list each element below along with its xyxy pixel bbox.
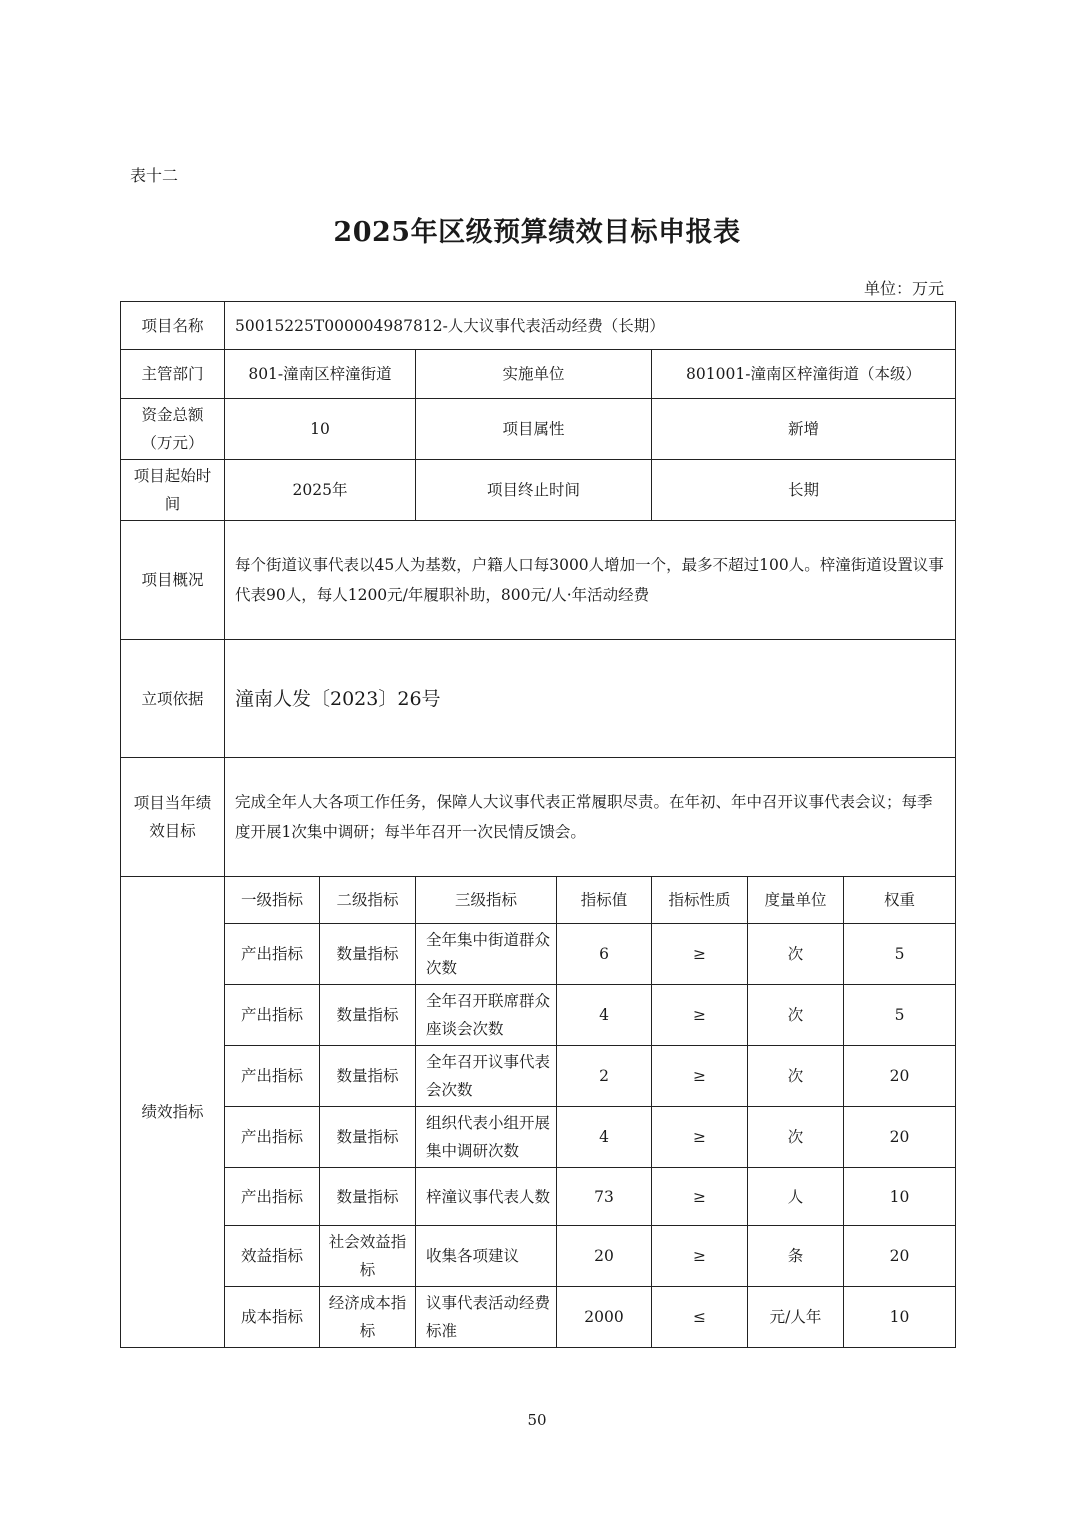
unit-label: 单位：万元 xyxy=(863,279,944,298)
end-value: 长期 xyxy=(652,460,956,521)
row-unit: 人 xyxy=(748,1168,844,1226)
basis-label: 立项依据 xyxy=(121,640,225,758)
row-level3: 议事代表活动经费标准 xyxy=(416,1287,557,1348)
row-unit: 次 xyxy=(748,1107,844,1168)
header-level2: 二级指标 xyxy=(320,877,416,924)
row-weight: 5 xyxy=(844,985,956,1046)
project-name-value: 50015225T000004987812-人大议事代表活动经费（长期） xyxy=(225,302,956,350)
row-level2: 社会效益指标 xyxy=(320,1226,416,1287)
start-value: 2025年 xyxy=(225,460,416,521)
indicator-row xyxy=(121,1287,956,1348)
row-value: 20 xyxy=(557,1226,652,1287)
row-value: 2 xyxy=(557,1046,652,1107)
impl-value: 801001-潼南区梓潼街道（本级） xyxy=(652,350,956,399)
row-value: 4 xyxy=(557,1107,652,1168)
row-level2: 经济成本指标 xyxy=(320,1287,416,1348)
basis-row xyxy=(121,640,956,758)
row-level2: 数量指标 xyxy=(320,985,416,1046)
row-nature: ≥ xyxy=(652,1168,748,1226)
row-level3: 收集各项建议 xyxy=(416,1226,557,1287)
fund-label: 资金总额（万元） xyxy=(121,399,225,460)
time-row xyxy=(121,460,956,521)
row-level1: 产出指标 xyxy=(225,1168,320,1226)
row-nature: ≥ xyxy=(652,985,748,1046)
row-unit: 次 xyxy=(748,1046,844,1107)
indicators-label: 绩效指标 xyxy=(121,877,225,1348)
table-number-label: 表十二 xyxy=(130,166,179,185)
row-weight: 5 xyxy=(844,924,956,985)
header-nature: 指标性质 xyxy=(652,877,748,924)
row-level3: 梓潼议事代表人数 xyxy=(416,1168,557,1226)
indicator-row xyxy=(121,1226,956,1287)
row-unit: 元/人年 xyxy=(748,1287,844,1348)
row-weight: 10 xyxy=(844,1168,956,1226)
row-weight: 20 xyxy=(844,1046,956,1107)
row-weight: 20 xyxy=(844,1226,956,1287)
row-unit: 次 xyxy=(748,924,844,985)
row-value: 73 xyxy=(557,1168,652,1226)
end-label: 项目终止时间 xyxy=(416,460,652,521)
attr-value: 新增 xyxy=(652,399,956,460)
row-level3: 全年召开议事代表会次数 xyxy=(416,1046,557,1107)
header-weight: 权重 xyxy=(844,877,956,924)
performance-target-table xyxy=(120,301,956,1348)
indicator-header-row xyxy=(121,877,956,924)
indicator-row xyxy=(121,924,956,985)
indicator-row xyxy=(121,1107,956,1168)
row-value: 4 xyxy=(557,985,652,1046)
indicator-row xyxy=(121,1046,956,1107)
row-unit: 条 xyxy=(748,1226,844,1287)
row-level2: 数量指标 xyxy=(320,924,416,985)
project-name-label: 项目名称 xyxy=(121,302,225,350)
header-level3: 三级指标 xyxy=(416,877,557,924)
row-level2: 数量指标 xyxy=(320,1046,416,1107)
row-level2: 数量指标 xyxy=(320,1107,416,1168)
fund-value: 10 xyxy=(225,399,416,460)
row-value: 2000 xyxy=(557,1287,652,1348)
row-level1: 效益指标 xyxy=(225,1226,320,1287)
document-title: 2025年区级预算绩效目标申报表 xyxy=(333,217,741,248)
indicator-row xyxy=(121,985,956,1046)
attr-label: 项目属性 xyxy=(416,399,652,460)
row-value: 6 xyxy=(557,924,652,985)
row-level3: 全年召开联席群众座谈会次数 xyxy=(416,985,557,1046)
dept-label: 主管部门 xyxy=(121,350,225,399)
overview-value: 每个街道议事代表以45人为基数，户籍人口每3000人增加一个，最多不超过100人。梓潼街道设置议事代表90人，每人1200元/年履职补助，800元/人·年活动经费 xyxy=(225,521,956,640)
impl-label: 实施单位 xyxy=(416,350,652,399)
department-row xyxy=(121,350,956,399)
project-name-row xyxy=(121,302,956,350)
row-nature: ≥ xyxy=(652,1107,748,1168)
row-nature: ≥ xyxy=(652,924,748,985)
header-level1: 一级指标 xyxy=(225,877,320,924)
goal-value: 完成全年人大各项工作任务，保障人大议事代表正常履职尽责。在年初、年中召开议事代表会议；每季度开展1次集中调研；每半年召开一次民情反馈会。 xyxy=(225,758,956,877)
indicator-row xyxy=(121,1168,956,1226)
row-nature: ≥ xyxy=(652,1226,748,1287)
row-level1: 产出指标 xyxy=(225,1107,320,1168)
goal-label: 项目当年绩效目标 xyxy=(121,758,225,877)
row-level1: 产出指标 xyxy=(225,1046,320,1107)
row-level1: 产出指标 xyxy=(225,924,320,985)
dept-value: 801-潼南区梓潼街道 xyxy=(225,350,416,399)
row-level1: 产出指标 xyxy=(225,985,320,1046)
row-unit: 次 xyxy=(748,985,844,1046)
overview-row xyxy=(121,521,956,640)
basis-value: 潼南人发〔2023〕26号 xyxy=(225,640,956,758)
row-weight: 20 xyxy=(844,1107,956,1168)
row-weight: 10 xyxy=(844,1287,956,1348)
overview-label: 项目概况 xyxy=(121,521,225,640)
start-label: 项目起始时间 xyxy=(121,460,225,521)
row-nature: ≥ xyxy=(652,1046,748,1107)
header-value: 指标值 xyxy=(557,877,652,924)
page-number: 50 xyxy=(527,1411,547,1429)
fund-row xyxy=(121,399,956,460)
row-nature: ≤ xyxy=(652,1287,748,1348)
row-level3: 全年集中街道群众次数 xyxy=(416,924,557,985)
row-level1: 成本指标 xyxy=(225,1287,320,1348)
goal-row xyxy=(121,758,956,877)
row-level3: 组织代表小组开展集中调研次数 xyxy=(416,1107,557,1168)
header-unit: 度量单位 xyxy=(748,877,844,924)
row-level2: 数量指标 xyxy=(320,1168,416,1226)
